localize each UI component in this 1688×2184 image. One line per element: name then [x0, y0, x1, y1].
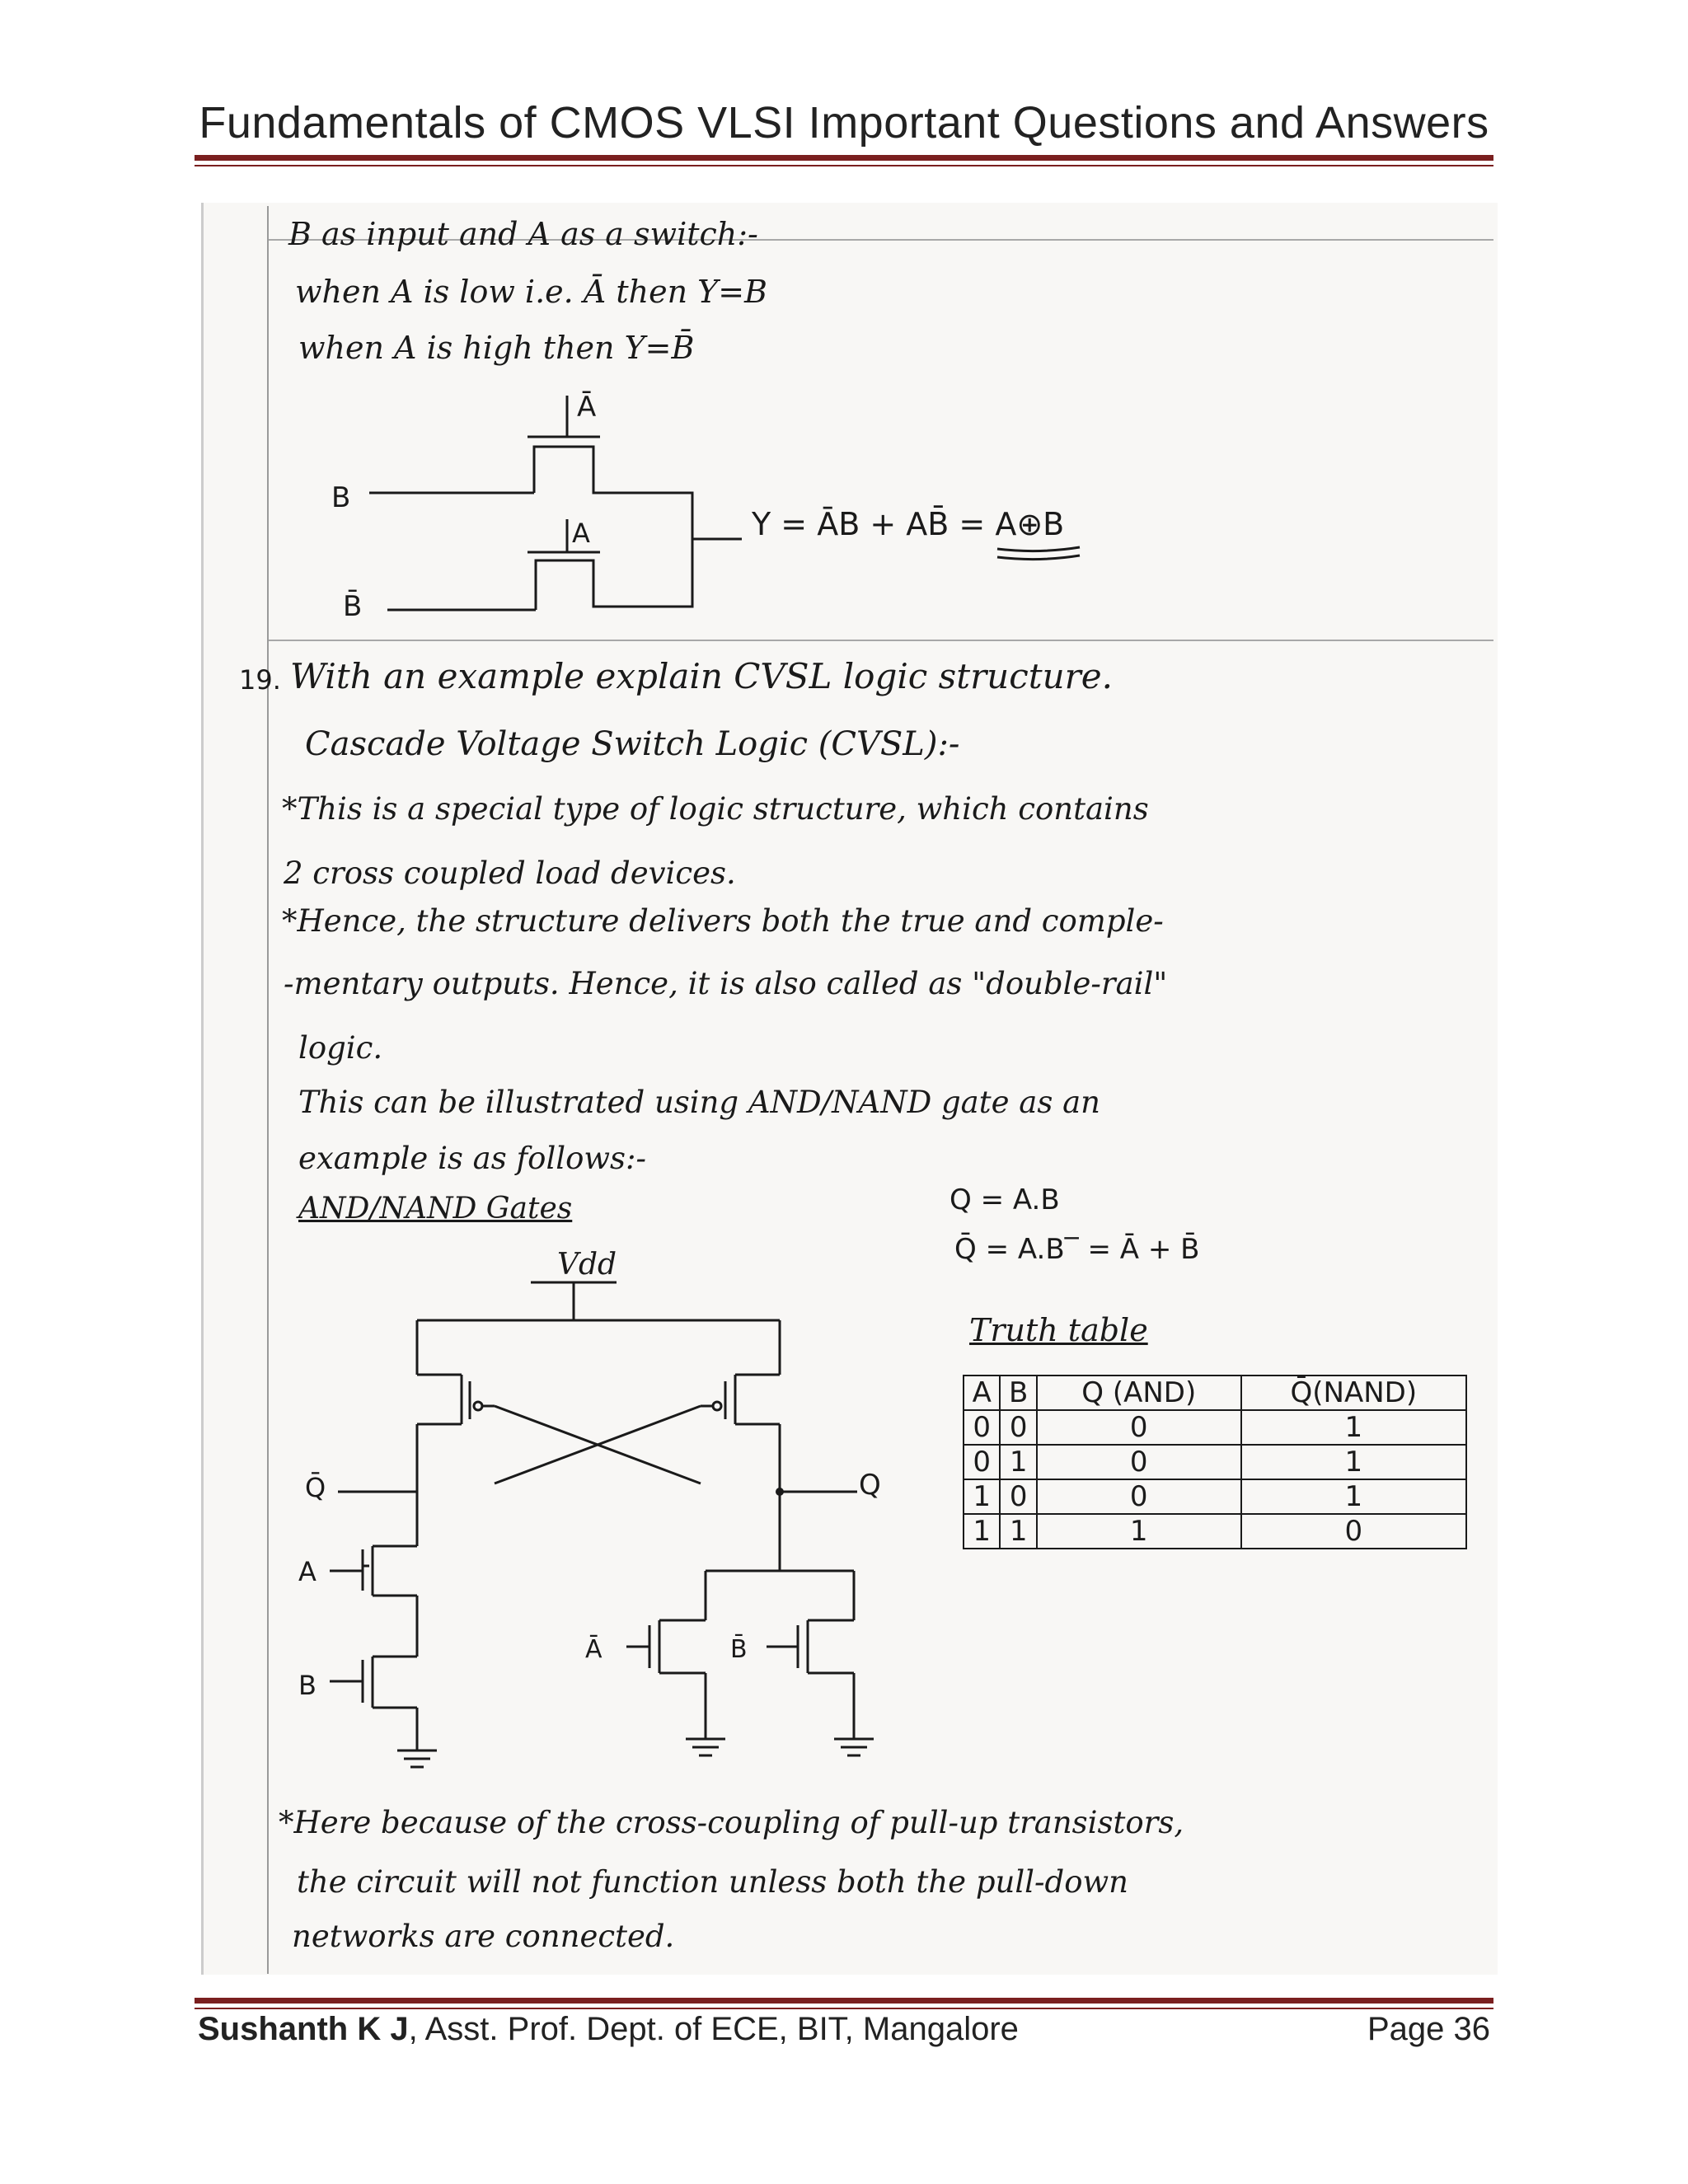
switch-input-bbar: B̄ — [343, 590, 363, 623]
cvsl-and-nand-circuit — [330, 1282, 874, 1767]
cvsl-subheading: Cascade Voltage Switch Logic (CVSL):- — [305, 725, 960, 763]
cvsl-para4-line2: the circuit will not function unless both the pull-down — [297, 1864, 1128, 1900]
table-cell: 0 — [1037, 1479, 1241, 1514]
cvsl-para3-line2: example is as follows:- — [298, 1141, 647, 1176]
table-cell: 1 — [1000, 1445, 1037, 1479]
truth-table-header: A — [964, 1376, 1000, 1410]
cvsl-para4-line1: *Here because of the cross-coupling of pull-up transistors, — [279, 1805, 1184, 1840]
table-cell: 0 — [964, 1410, 1000, 1445]
page-header-title: Fundamentals of CMOS VLSI Important Questions and Answers — [199, 98, 1489, 148]
cvsl-para4-line3: networks are connected. — [292, 1919, 675, 1954]
circuit-bbar-label: B̄ — [730, 1635, 748, 1664]
cvsl-para2-line1: *Hence, the structure delivers both the true and comple- — [282, 903, 1164, 939]
table-cell: 0 — [1000, 1410, 1037, 1445]
switch-gate-label-a: A — [572, 518, 590, 549]
table-cell: 1 — [1000, 1514, 1037, 1549]
question-text: With an example explain CVSL logic structure. — [290, 656, 1113, 696]
cvsl-para2-line3: logic. — [298, 1030, 383, 1066]
footer-author: Sushanth K J — [198, 2011, 409, 2047]
transmission-gate-circuit — [369, 396, 1080, 610]
footer-affiliation: , Asst. Prof. Dept. of ECE, BIT, Mangalore — [408, 2011, 1019, 2047]
table-cell: 1 — [964, 1514, 1000, 1549]
table-cell: 1 — [1241, 1445, 1466, 1479]
question-number: 19. — [239, 664, 281, 696]
circuit-qbar-label: Q̄ — [305, 1472, 326, 1503]
table-cell: 0 — [1241, 1514, 1466, 1549]
truth-table-title: Truth table — [969, 1312, 1148, 1348]
cvsl-para2-line2: -mentary outputs. Hence, it is also called as "double-rail" — [284, 966, 1168, 1001]
circuit-abar-label: Ā — [585, 1635, 603, 1664]
cvsl-para1-line1: *This is a special type of logic structure, which contains — [282, 791, 1149, 827]
truth-table-header: Q (AND) — [1037, 1376, 1241, 1410]
table-cell: 1 — [1241, 1410, 1466, 1445]
table-cell: 1 — [964, 1479, 1000, 1514]
table-cell: 0 — [964, 1445, 1000, 1479]
table-cell: 0 — [1037, 1410, 1241, 1445]
table-cell: 1 — [1037, 1514, 1241, 1549]
truth-table-header: B — [1000, 1376, 1037, 1410]
table-cell: 0 — [1037, 1445, 1241, 1479]
switch-input-b: B — [331, 481, 351, 514]
footer-credit — [198, 2011, 1019, 2048]
switch-gate-label-abar: Ā — [577, 391, 597, 424]
truth-table-header: Q̄(NAND) — [1241, 1376, 1466, 1410]
section1-line1: when A is low i.e. Ā then Y=B — [295, 274, 767, 310]
gates-heading: AND/NAND Gates — [298, 1192, 573, 1226]
table-cell: 0 — [1000, 1479, 1037, 1514]
footer-rule-thick — [195, 1998, 1493, 2004]
table-cell: 1 — [1241, 1479, 1466, 1514]
section1-heading: B as input and A as a switch:- — [288, 216, 758, 252]
page-number: Page 36 — [1367, 2011, 1490, 2047]
circuit-q-label: Q — [859, 1469, 881, 1502]
cvsl-para1-line2: 2 cross coupled load devices. — [284, 855, 736, 891]
equation-q: Q = A.B — [950, 1183, 1060, 1216]
circuit-a-label: A — [298, 1556, 316, 1587]
xor-equation: Y = ĀB + AB̄ = A⊕B — [752, 506, 1065, 542]
vdd-label: Vdd — [557, 1248, 617, 1282]
circuit-b-label: B — [298, 1670, 316, 1701]
cvsl-para3-line1: This can be illustrated using AND/NAND gate as an — [298, 1085, 1100, 1120]
equation-qbar: Q̄ = A.B‾ = Ā + B̄ — [954, 1233, 1200, 1266]
footer-rule-thin — [195, 2008, 1493, 2009]
section1-line2: when A is high then Y=B̄ — [298, 330, 695, 366]
